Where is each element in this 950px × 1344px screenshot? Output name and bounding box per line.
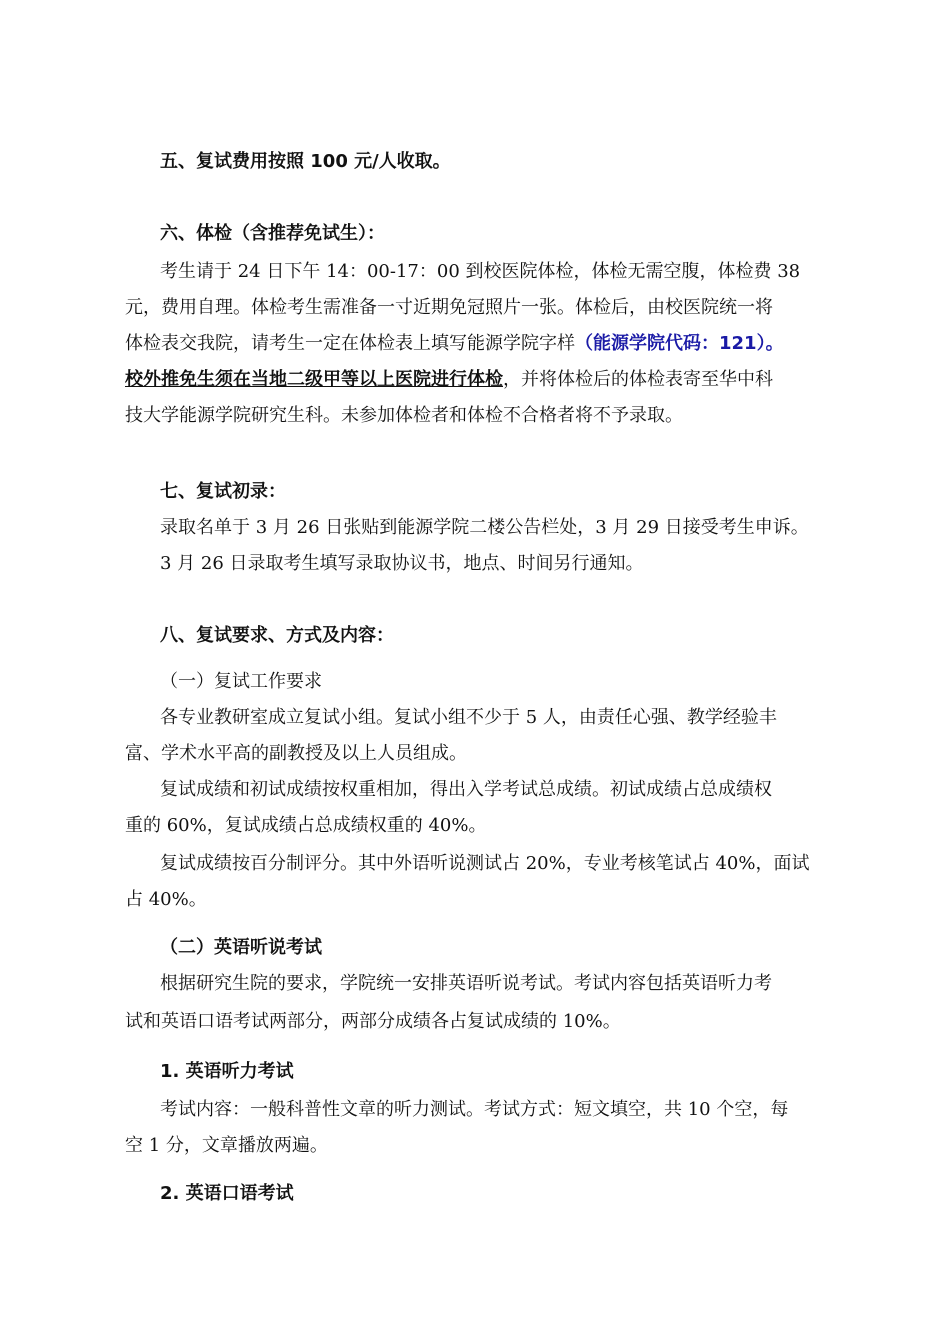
subsection-1-p1-line-2: 富、学术水平高的副教授及以上人员组成。	[125, 743, 467, 764]
section-7-heading: 七、复试初录：	[160, 481, 286, 502]
subsection-2-heading: （二）英语听说考试	[160, 937, 322, 958]
section-6-line-4	[125, 368, 773, 392]
section-5-heading: 五、复试费用按照 100 元/人收取。	[160, 151, 451, 172]
subsection-2-p1-line-2: 试和英语口语考试两部分，两部分成绩各占复试成绩的 10%。	[125, 1011, 621, 1032]
subsection-1-p2-line-1: 复试成绩和初试成绩按权重相加，得出入学考试总成绩。初试成绩占总成绩权	[160, 779, 772, 800]
subsection-1-p3-line-1: 复试成绩按百分制评分。其中外语听说测试占 20%，专业考核笔试占 40%，面试	[160, 853, 810, 874]
section-8-heading: 八、复试要求、方式及内容：	[160, 625, 394, 646]
college-code-text: （能源学院代码：121）。	[575, 333, 784, 354]
speaking-exam-heading: 2. 英语口语考试	[160, 1183, 294, 1204]
section-6-line-1: 考生请于 24 日下午 14：00-17：00 到校医院体检，体检无需空腹，体检费 38	[160, 261, 801, 282]
subsection-1-heading: （一）复试工作要求	[160, 671, 322, 692]
section-6-heading: 六、体检（含推荐免试生）：	[160, 223, 385, 244]
listening-exam-line-1: 考试内容：一般科普性文章的听力测试。考试方式：短文填空，共 10 个空，每	[160, 1099, 789, 1120]
section-6-line-2: 元，费用自理。体检考生需准备一寸近期免冠照片一张。体检后，由校医院统一将	[125, 297, 773, 318]
section-6-line-5: 技大学能源学院研究生科。未参加体检者和体检不合格者将不予录取。	[125, 405, 683, 426]
section-6-line-3	[125, 332, 784, 356]
listening-exam-heading: 1. 英语听力考试	[160, 1061, 294, 1082]
section-7-line-2: 3 月 26 日录取考生填写录取协议书，地点、时间另行通知。	[160, 553, 644, 574]
subsection-1-p1-line-1: 各专业教研室成立复试小组。复试小组不少于 5 人，由责任心强、教学经验丰	[160, 707, 777, 728]
section-6-line-4-text: ，并将体检后的体检表寄至华中科	[503, 369, 773, 390]
external-exam-requirement: 校外推免生须在当地二级甲等以上医院进行体检	[125, 369, 503, 390]
subsection-2-p1-line-1: 根据研究生院的要求，学院统一安排英语听说考试。考试内容包括英语听力考	[160, 973, 772, 994]
subsection-1-p2-line-2: 重的 60%，复试成绩占总成绩权重的 40%。	[125, 815, 487, 836]
subsection-1-p3-line-2: 占 40%。	[125, 889, 207, 910]
section-6-line-3-text: 体检表交我院，请考生一定在体检表上填写能源学院字样	[125, 333, 575, 354]
section-7-line-1: 录取名单于 3 月 26 日张贴到能源学院二楼公告栏处，3 月 29 日接受考生申诉。	[160, 517, 809, 538]
listening-exam-line-2: 空 1 分，文章播放两遍。	[125, 1135, 328, 1156]
